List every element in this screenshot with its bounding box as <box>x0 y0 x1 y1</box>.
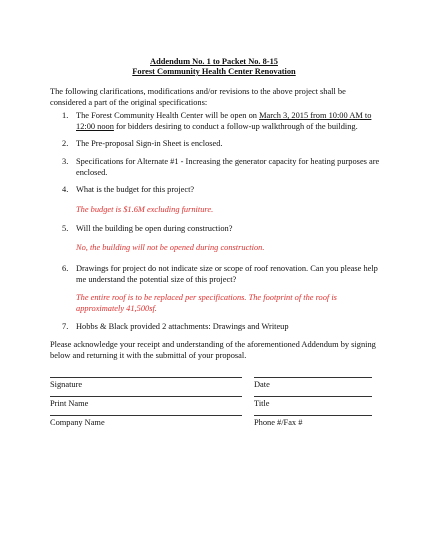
company-name-line[interactable] <box>50 415 242 416</box>
list-item <box>62 138 380 149</box>
walkthrough-date: March 3, 2015 from 10:00 AM to 12:00 noon <box>76 111 372 132</box>
date-label: Date <box>254 380 270 389</box>
company-name-label: Company Name <box>50 418 105 427</box>
phone-fax-line[interactable] <box>254 415 372 416</box>
intro-paragraph: The following clarifications, modifications and/or revisions to the above project shall be considered a part of the original specifications: <box>50 87 346 108</box>
list-item <box>62 321 380 332</box>
item-number: 7. <box>62 322 69 331</box>
item-text: What is the budget for this project? <box>76 185 195 194</box>
print-name-label: Print Name <box>50 399 89 408</box>
item-number: 2. <box>62 139 69 148</box>
item-answer: The entire roof is to be replaced per specifications. The footprint of the roof is approximately 41,500sf. <box>76 293 337 314</box>
item-number: 3. <box>62 157 69 166</box>
item-number: 5. <box>62 224 69 233</box>
item-text-pre: The Forest Community Health Center will be open on <box>76 111 260 120</box>
item-text-post: for bidders desiring to conduct a follow-up walkthrough of the building. <box>113 122 358 132</box>
list-item <box>62 184 380 195</box>
project-title: Forest Community Health Center Renovation <box>132 67 296 76</box>
phone-fax-label: Phone #/Fax # <box>254 418 303 427</box>
date-line[interactable] <box>254 377 372 378</box>
item-text: Specifications for Alternate #1 - Increasing the generator capacity for heating purposes are enclosed. <box>76 157 380 178</box>
item-answer: No, the building will not be opened during construction. <box>76 243 265 252</box>
signature-line[interactable] <box>50 377 242 378</box>
list-item <box>62 223 380 234</box>
list-item <box>62 156 380 178</box>
list-item <box>62 263 380 285</box>
item-text: Hobbs & Black provided 2 attachments: Drawings and Writeup <box>76 322 289 331</box>
signature-label: Signature <box>50 380 83 389</box>
addendum-title: Addendum No. 1 to Packet No. 8-15 <box>150 57 278 66</box>
item-number: 1. <box>62 111 69 120</box>
item-answer: The budget is $1.6M excluding furniture. <box>76 205 214 214</box>
item-text <box>76 110 380 132</box>
item-text: Drawings for project do not indicate size or scope of roof renovation. Can you please help me understand the potential size of this project? <box>76 264 378 285</box>
acknowledgement-paragraph: Please acknowledge your receipt and understanding of the aforementioned Addendum by signing below and returning it with the submittal of your proposal. <box>50 340 376 361</box>
item-number: 4. <box>62 185 69 194</box>
item-number: 6. <box>62 264 69 273</box>
title-label: Title <box>254 399 270 408</box>
item-text: Will the building be open during construction? <box>76 224 233 233</box>
print-name-line[interactable] <box>50 396 242 397</box>
title-line[interactable] <box>254 396 372 397</box>
list-item <box>62 110 380 132</box>
item-text: The Pre-proposal Sign-in Sheet is enclosed. <box>76 139 223 148</box>
